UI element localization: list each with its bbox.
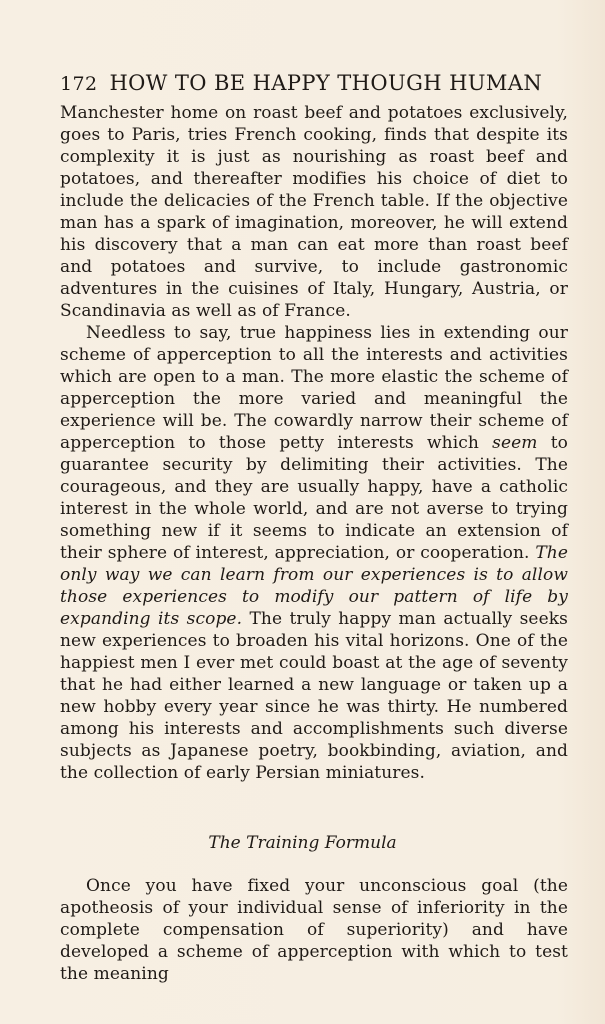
section-heading: The Training Formula (208, 833, 397, 853)
paragraph-text-part: Needless to say, true happiness lies in extending our scheme of apperception to all the interests and activities which are open to a man. The more elastic the scheme of apperception the more varied and meaningful the experience will be. The cowardly narrow their scheme of apperception to those petty interests which (60, 323, 568, 453)
section-text (60, 875, 568, 985)
paragraph-text-part: The truly happy man actually seeks new experiences to broaden his vital horizons. One of the happiest men I ever met could boast at the age of seventy that he had either learned a new language or taken up a new hobby every year since he was thirty. He numbered among his interests and accomplishments such diverse subjects as Japanese poetry, bookbinding, aviation, and the collection of early Persian miniatures. (60, 609, 568, 783)
body-text (60, 102, 568, 784)
paragraph-text-part: to guarantee security by delimiting their activities. The courageous, and they are usually happy, have a catholic interest in the whole world, and are not averse to trying something new if it seems to indicate an extension of their sphere of interest, appreciation, or cooperation. (60, 433, 568, 563)
emphasis-seem: seem (492, 433, 538, 453)
paragraph-continued: Manchester home on roast beef and potatoes exclusively, goes to Paris, tries French cooking, finds that despite its complexity it is just as nourishing as roast beef and potatoes, and thereafter modifies his choice of diet to include the delicacies of the French table. If the objective man has a spark of imagination, moreover, he will extend his discovery that a man can eat more than roast beef and potatoes and survive, to include gastronomic adventures in the cuisines of Italy, Hungary, Austria, or Scandinavia as well as of France. (60, 103, 568, 321)
section-paragraph: Once you have fixed your unconscious goal (the apotheosis of your individual sense of inferiority in the complete compensation of superiority) and have developed a scheme of apperception with which to test the meaning (60, 876, 568, 984)
running-title: HOW TO BE HAPPY THOUGH HUMAN (109, 71, 543, 95)
page-number: 172 (60, 73, 98, 95)
italic-sentence: The only way we can learn from our experiences is to allow those experiences to modify our pattern of life by expanding its scope. (60, 543, 568, 629)
paragraph-apperception (60, 322, 568, 784)
running-header (60, 71, 568, 95)
